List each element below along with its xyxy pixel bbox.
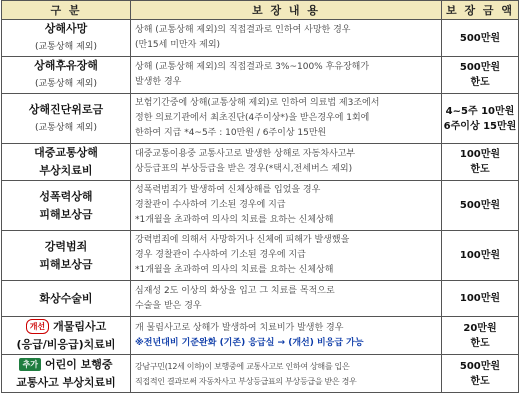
amount-cell	[442, 281, 519, 317]
item-note: (교통상해 제외)	[34, 122, 98, 133]
description-line: 대중교통이용중 교통사고로 발생한 상해로 자동차사고부	[135, 149, 356, 159]
description-line: 발생한 경우	[135, 77, 182, 87]
description-cell	[131, 144, 442, 181]
table-row	[2, 355, 519, 393]
item-name-line2: (응급/비응급)치료비	[16, 337, 116, 351]
amount-limit: 한도	[470, 77, 490, 88]
coverage-table	[1, 0, 519, 393]
item-cell	[2, 231, 131, 281]
item-name: 성폭력상해	[39, 189, 93, 203]
description-line: 심재성 2도 이상의 화상을 입고 그 치료를 목적으로	[135, 285, 335, 296]
description-line: 정한 의료기관에서 최초진단(4주이상*)을 받은경우에 1회에	[135, 113, 370, 123]
table-row	[2, 144, 519, 181]
added-badge: 추가	[19, 358, 40, 371]
item-name: 상해후유장해	[34, 59, 98, 72]
description-line: 상해 (교통상해 제외)의 직접결과로 3%~100% 후유장해가	[135, 62, 370, 72]
table-row	[2, 94, 519, 144]
amount-value: 500만원	[459, 200, 501, 211]
description-cell	[131, 181, 442, 231]
amount-value: 500만원	[459, 360, 501, 372]
item-cell	[2, 181, 131, 231]
table-row	[2, 20, 519, 57]
description-highlight: ※전년대비 기준완화 (기존) 응급실 → (개선) 비응급 가능	[135, 337, 364, 348]
item-cell	[2, 20, 131, 57]
description-line: 경찰관이 수사하여 기소된 경우에 지급	[135, 200, 286, 210]
amount-value: 100만원	[459, 293, 501, 304]
header-coverage-details: 보 장 내 용	[131, 1, 442, 20]
amount-cell	[442, 355, 519, 393]
table-row	[2, 231, 519, 281]
description-cell	[131, 281, 442, 317]
amount-limit: 한도	[470, 164, 490, 175]
item-cell	[2, 355, 131, 393]
item-cell	[2, 317, 131, 355]
item-name: 상해사망	[44, 22, 88, 35]
description-line: 성폭력범죄가 발생하여 신체상해를 입었을 경우	[135, 185, 321, 195]
amount-value: 500만원	[459, 32, 501, 44]
description-cell	[131, 94, 442, 144]
item-cell	[2, 281, 131, 317]
item-name-line2: 피해보상금	[39, 257, 93, 271]
item-note: (교통상해 제외)	[34, 42, 98, 52]
description-line: 한하여 지급 *4~5주 : 10만원 / 6주이상 15만원	[135, 128, 327, 138]
description-cell	[131, 317, 442, 355]
amount-limit: 한도	[470, 337, 490, 349]
amount-limit: 한도	[470, 375, 490, 387]
description-line: 수술을 받은 경우	[135, 300, 202, 311]
description-cell	[131, 355, 442, 393]
item-name-line2: 피해보상금	[39, 207, 93, 221]
amount-cell	[442, 57, 519, 94]
description-line: 직접적인 결과로써 자동차사고 부상등급표의 부상등급을 받은 경우	[135, 376, 357, 386]
amount-cell	[442, 144, 519, 181]
item-cell	[2, 144, 131, 181]
item-name: 화상수술비	[39, 291, 93, 305]
amount-value: 6주이상 15만원	[443, 120, 517, 132]
amount-value: 100만원	[459, 250, 501, 261]
item-cell	[2, 57, 131, 94]
amount-cell	[442, 181, 519, 231]
item-name-line2: 부상치료비	[39, 164, 93, 177]
description-cell	[131, 20, 442, 57]
description-line: 경우 경찰관이 수사하여 기소된 경우에 지급	[135, 250, 306, 260]
amount-value: 100만원	[459, 149, 501, 160]
item-name: 대중교통상해	[34, 146, 98, 159]
description-line: *1개월을 초과하여 의사의 치료를 요하는 신체상해	[135, 265, 334, 275]
description-line: 강남구민(12세 이하)이 보행중에 교통사고로 인하여 상해를 입은	[135, 361, 350, 371]
item-name: 상해진단위로금	[28, 102, 104, 116]
description-line: *1개월을 초과하여 의사의 치료를 요하는 신체상해	[135, 215, 334, 225]
amount-value: 500만원	[459, 62, 501, 73]
item-name: 개물림사고	[53, 319, 107, 333]
description-line: 보험기간중에 상해(교통상해 제외)로 인하여 의료법 제3조에서	[135, 98, 380, 108]
description-cell	[131, 57, 442, 94]
header-category: 구 분	[2, 1, 131, 20]
revised-badge: 개선	[26, 319, 49, 334]
amount-value: 20만원	[463, 322, 497, 334]
amount-cell	[442, 20, 519, 57]
item-cell	[2, 94, 131, 144]
description-line: 강력범죄에 의해서 사망하거나 신체에 피해가 발생했을	[135, 235, 350, 245]
item-note: (교통상해 제외)	[34, 79, 98, 89]
description-line: 상해 (교통상해 제외)의 직접결과로 인하여 사망한 경우	[135, 25, 351, 35]
table-row	[2, 281, 519, 317]
table-row	[2, 181, 519, 231]
description-line: 상등급표의 부상등급을 받은 경우(*택시,전세버스 제외)	[135, 164, 353, 174]
table-row	[2, 317, 519, 355]
description-cell	[131, 231, 442, 281]
amount-value: 4~5주 10만원	[445, 105, 515, 117]
item-name: 강력범죄	[44, 239, 88, 253]
description-line: (만15세 미만자 제외)	[135, 40, 221, 50]
amount-cell	[442, 317, 519, 355]
amount-cell	[442, 231, 519, 281]
description-line: 개 물림사고로 상해가 발생하여 치료비가 발생한 경우	[135, 322, 344, 333]
amount-cell	[442, 94, 519, 144]
item-name-line2: 교통사고 부상치료비	[16, 375, 116, 389]
header-coverage-amount: 보 장 금 액	[442, 1, 519, 20]
item-name: 어린이 보행중	[44, 357, 113, 371]
table-row	[2, 57, 519, 94]
table-header-row	[2, 1, 519, 20]
